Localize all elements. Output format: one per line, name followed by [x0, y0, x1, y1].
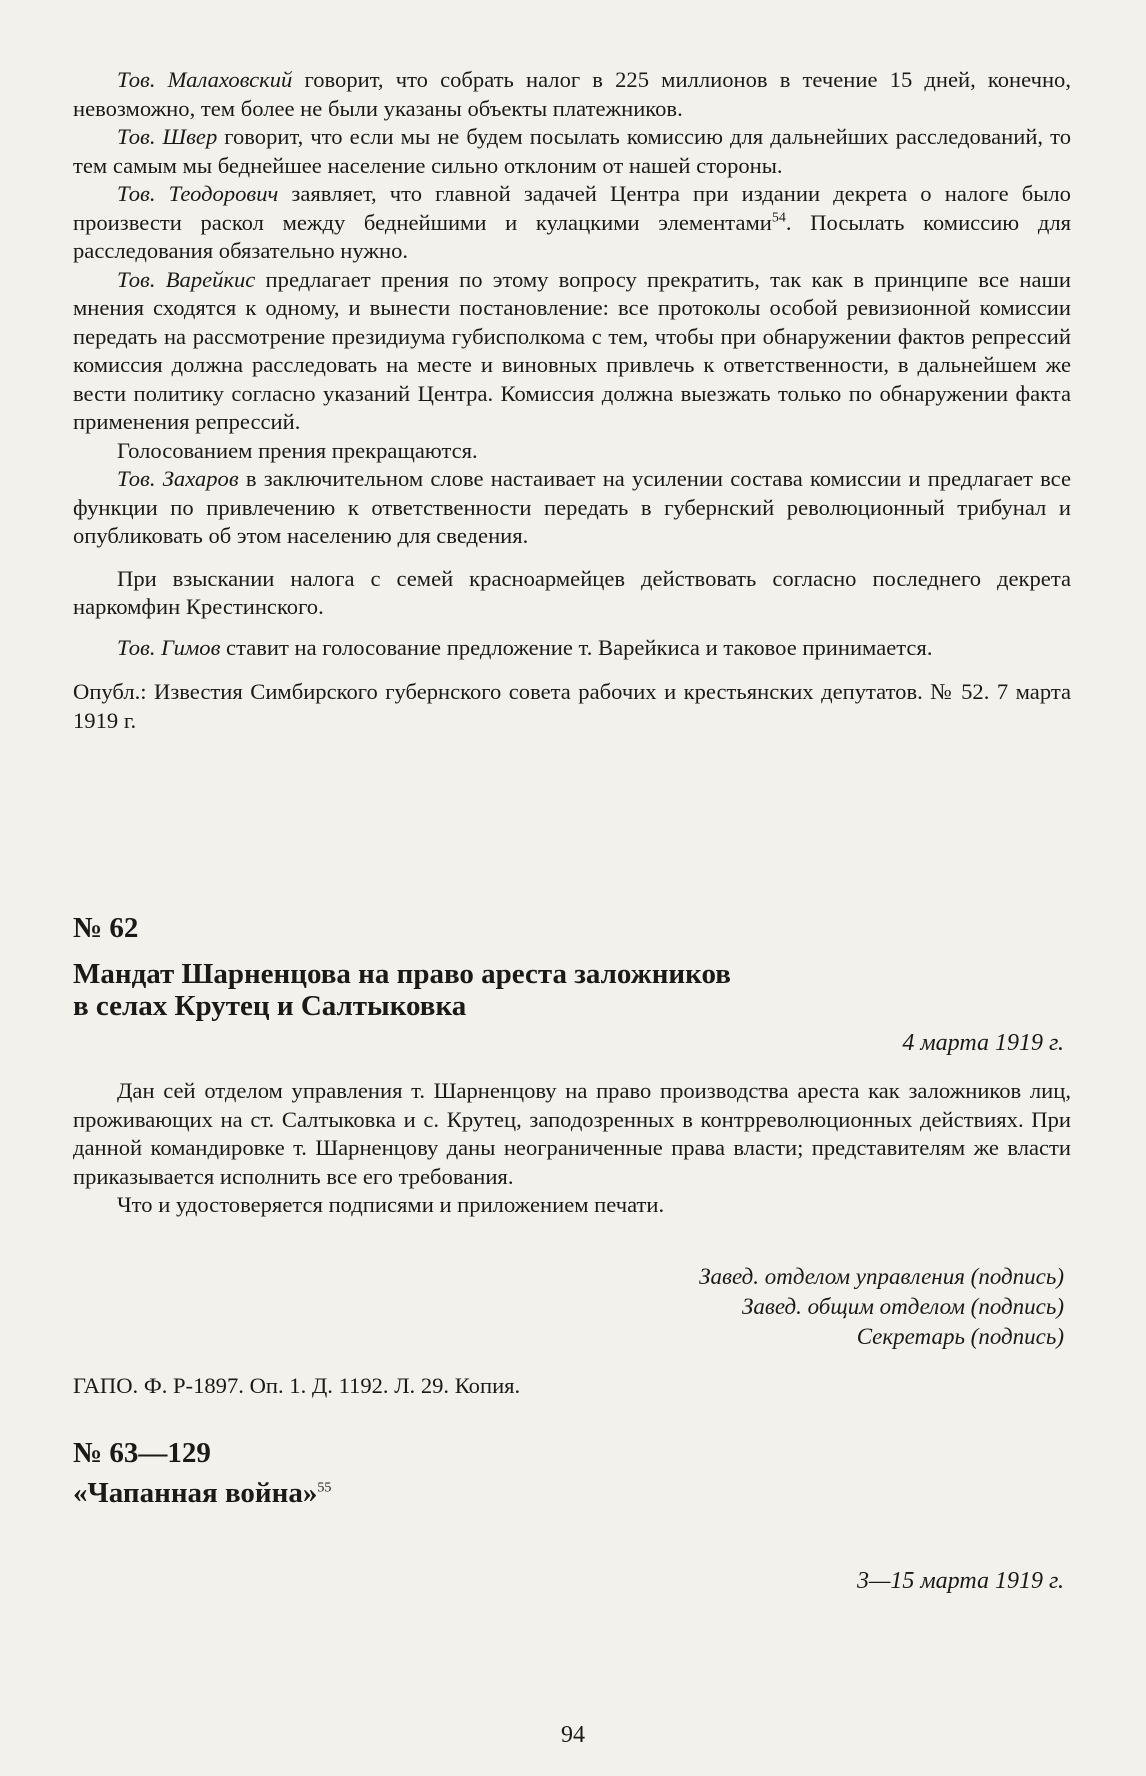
document-title-line: Мандат Шарненцова на право ареста заложников: [73, 958, 731, 990]
page-number: 94: [561, 1722, 585, 1748]
paragraph: [73, 266, 1071, 437]
speaker-name: Тов. Варейкис: [117, 266, 256, 292]
paragraph: Дан сей отделом управления т. Шарненцову на право производства ареста как заложников лиц, проживающих на ст. Салтыковка и с. Крутец, заподозренных в контрреволюционных действиях. При данной командировке т. Шарненцову даны неограниченные права власти; представителям же власти приказывается исполнить все его требования.: [73, 1078, 1071, 1189]
paragraph: Голосованием прения прекращаются.: [117, 437, 478, 463]
archive-reference: ГАПО. Ф. Р-1897. Оп. 1. Д. 1192. Л. 29. Копия.: [73, 1373, 521, 1398]
signature-line: Секретарь (подпись): [856, 1324, 1064, 1349]
signature-block: [699, 1262, 1064, 1352]
document-number: № 63—129: [73, 1437, 211, 1469]
footnote-ref[interactable]: 54: [771, 209, 786, 225]
paragraph: [73, 465, 1071, 551]
document-title: [73, 1477, 1063, 1509]
speaker-name: Тов. Малаховский: [117, 67, 293, 92]
paragraph: При взыскании налога с семей красноармейцев действовать согласно последнего декрета наркомфин Крестинского.: [73, 565, 1071, 619]
paragraph: [73, 180, 1071, 266]
document-62-body: [73, 1077, 1071, 1220]
paragraph: Что и удостоверяется подписями и приложением печати.: [117, 1192, 665, 1217]
paragraph-text: говорит, что если мы не будем посылать комиссию для дальнейших расследований, то тем самым мы беднейшее население сильно отклоним от нашей стороны.: [73, 124, 1071, 178]
paragraph-text: заявляет, что главной задачей Центра при издании декрета о налоге было произвести раскол между беднейшими и кулацкими элементами: [73, 181, 1071, 235]
document-62-heading: [73, 912, 1063, 1022]
signature-line: Завед. общим отделом (подпись): [741, 1294, 1064, 1319]
document-63-heading: [73, 1437, 1063, 1509]
publication-note: Опубл.: Известия Симбирского губернского совета рабочих и крестьянских депутатов. № 52. 7 марта 1919 г.: [73, 679, 1071, 733]
signature-line: Завед. отделом управления (подпись): [699, 1264, 1064, 1289]
speaker-name: Тов. Захаров: [117, 466, 239, 491]
document-title-line: в селах Крутец и Салтыковка: [73, 990, 467, 1022]
paragraph-text: . Посылать комиссию для расследования обязательно нужно.: [73, 209, 1071, 263]
document-title-text: «Чапанная война»: [73, 1477, 318, 1509]
protocol-continuation: [73, 66, 1071, 735]
paragraph-text: в заключительном слове настаивает на усилении состава комиссии и предлагает все функции по привлечению к ответственности передать в губернский революционный трибунал и опубликовать об этом населению для сведения.: [73, 466, 1071, 548]
footnote-ref[interactable]: 55: [317, 1480, 332, 1496]
paragraph-text: говорит, что собрать налог в 225 миллионов в течение 15 дней, конечно, невозможно, тем более не были указаны объекты платежников.: [73, 67, 1072, 121]
paragraph: [73, 123, 1071, 180]
paragraph-text: предлагает прения по этому вопросу прекратить, так как в принципе все наши мнения сходятся к одному, и вынести постановление: все протоколы особой ревизионной комиссии передать на рассмотрение президиума губисполкома с тем, чтобы при обнаружении фактов репрессий комиссия должна расследовать на месте и виновных привлечь к ответственности, в дальнейшем же вести политику согласно указаний Центра. Комиссия должна выезжать только по обнаружении факта применения репрессий.: [73, 266, 1071, 434]
speaker-name: Тов. Теодорович: [117, 181, 279, 206]
document-date: 3—15 марта 1919 г.: [856, 1568, 1064, 1594]
paragraph-text: ставит на голосование предложение т. Варейкиса и таковое принимается.: [220, 634, 933, 660]
speaker-name: Тов. Гимов: [117, 634, 221, 660]
document-number: № 62: [73, 912, 139, 944]
document-date: 4 марта 1919 г.: [902, 1030, 1064, 1056]
paragraph: [73, 634, 1071, 663]
speaker-name: Тов. Швер: [117, 124, 218, 149]
paragraph: [73, 66, 1071, 123]
